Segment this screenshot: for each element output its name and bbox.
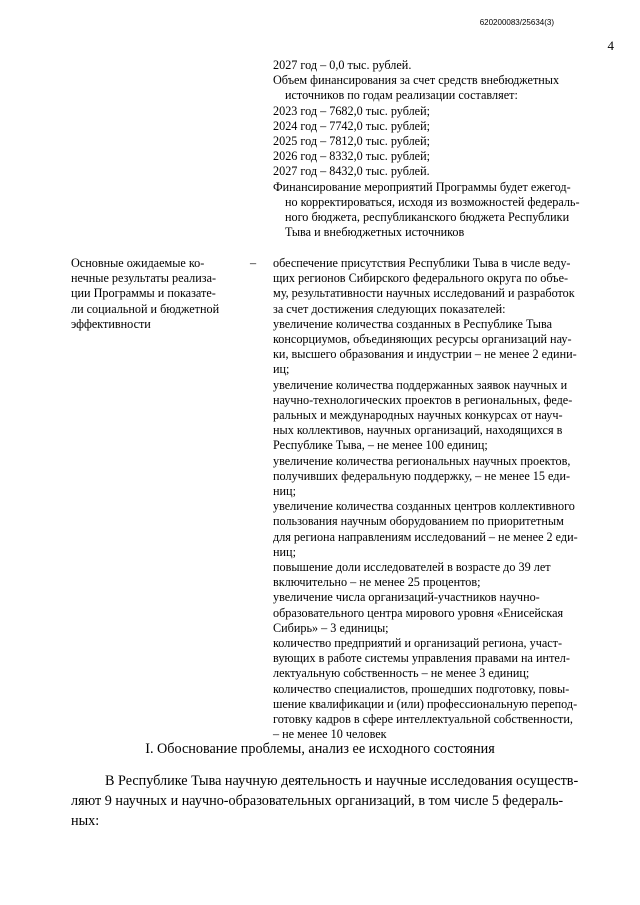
text-line: му, результативности научных исследований и разработок: [273, 286, 575, 301]
text-line: ниц;: [273, 484, 296, 499]
text-line: Тыва и внебюджетных источников: [285, 225, 465, 240]
text-line: ных коллективов, научных организаций, находящихся в: [273, 423, 563, 438]
text-line: лектуальную собственность – не менее 3 единиц;: [273, 666, 530, 681]
text-line: нечные результаты реализа-: [71, 271, 217, 286]
text-line: Сибирь» – 3 единицы;: [273, 620, 389, 635]
text-line: 2026 год – 8332,0 тыс. рублей;: [273, 149, 430, 164]
text-line: увеличение числа организаций-участников научно-: [273, 590, 540, 605]
text-line: получивших федеральную поддержку, – не менее 15 еди-: [273, 468, 571, 483]
text-line: для региона направлениям исследований – не менее 2 еди-: [273, 529, 578, 544]
text-line: источников по годам реализации составляет:: [285, 88, 518, 103]
text-line: увеличение количества поддержанных заявок научных и: [273, 377, 568, 392]
page-number: 4: [607, 38, 614, 53]
text-line: включительно – не менее 25 процентов;: [273, 575, 481, 590]
text-line: ции Программы и показате-: [71, 286, 216, 301]
text-line: пользования научным оборудованием по приоритетным: [273, 514, 564, 529]
financing-block: [273, 58, 599, 240]
section-title: I. Обоснование проблемы, анализ ее исходного состояния: [145, 741, 495, 757]
text-line: щих регионов Сибирского федерального округа по объе-: [273, 271, 569, 286]
text-line: консорциумов, объединяющих ресурсы организаций нау-: [273, 332, 572, 347]
text-line: за счет достижения следующих показателей:: [273, 301, 506, 316]
text-line: иц;: [273, 362, 290, 377]
paragraph-line: В Республике Тыва научную деятельность и научные исследования осуществ-: [105, 773, 579, 789]
text-line: 2025 год – 7812,0 тыс. рублей;: [273, 134, 430, 149]
results-label: [71, 256, 241, 332]
results-block: [273, 256, 599, 743]
text-line: шение квалификации и (или) профессиональную перепод-: [273, 696, 578, 711]
document-id: 620200083/25634(3): [479, 18, 554, 27]
text-line: обеспечение присутствия Республики Тыва в числе веду-: [273, 256, 571, 270]
text-line: научно-технологических проектов в региональных, феде-: [273, 392, 573, 407]
text-line: эффективности: [71, 316, 151, 331]
text-line: ральных и международных научных конкурсах от науч-: [273, 408, 563, 423]
text-line: увеличение количества региональных научных проектов,: [273, 453, 571, 468]
text-line: образовательного центра мирового уровня «Енисейская: [273, 605, 564, 620]
text-line: Объем финансирования за счет средств внебюджетных: [273, 73, 560, 88]
text-line: увеличение количества созданных в Республике Тыва: [273, 316, 552, 331]
text-line: Республике Тыва, – не менее 100 единиц;: [273, 438, 488, 453]
text-line: Финансирование мероприятий Программы будет ежегод-: [273, 179, 571, 194]
text-line: 2023 год – 7682,0 тыс. рублей;: [273, 103, 430, 118]
text-line: ли социальной и бюджетной: [71, 301, 220, 316]
text-line: – не менее 10 человек: [273, 727, 387, 742]
text-line: Основные ожидаемые ко-: [71, 256, 205, 270]
paragraph-line: ляют 9 научных и научно-образовательных организаций, в том числе 5 федераль-: [71, 793, 564, 809]
paragraph-line: ных:: [71, 813, 100, 829]
text-line: 2024 год – 7742,0 тыс. рублей;: [273, 118, 430, 133]
text-line: количество предприятий и организаций региона, участ-: [273, 636, 563, 651]
label-dash: –: [250, 256, 257, 270]
text-line: 2027 год – 8432,0 тыс. рублей.: [273, 164, 430, 179]
text-line: ки, высшего образования и индустрии – не менее 2 едини-: [273, 347, 577, 362]
text-line: количество специалистов, прошедших подготовку, повы-: [273, 681, 570, 696]
text-line: но корректироваться, исходя из возможностей федераль-: [285, 194, 580, 209]
text-line: увеличение количества созданных центров коллективного: [273, 499, 575, 514]
text-line: вующих в работе системы управления правами на интел-: [273, 651, 570, 666]
text-line: ного бюджета, республиканского бюджета Республики: [285, 210, 570, 225]
text-line: ниц;: [273, 544, 296, 559]
text-line: повышение доли исследователей в возрасте до 39 лет: [273, 560, 551, 575]
text-line: готовку кадров в сфере интеллектуальной собственности,: [273, 712, 573, 727]
text-line: 2027 год – 0,0 тыс. рублей.: [273, 58, 412, 72]
body-text: [71, 771, 599, 831]
